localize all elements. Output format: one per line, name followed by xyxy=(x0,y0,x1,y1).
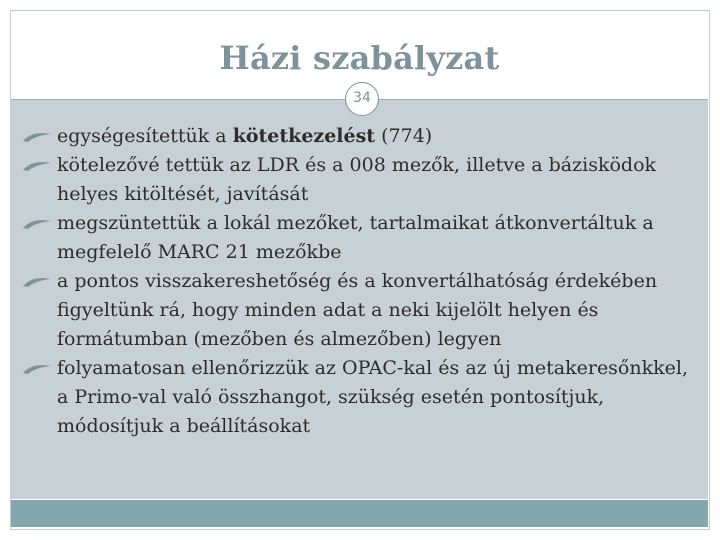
leaf-bullet-icon xyxy=(22,160,52,172)
bullet-item xyxy=(22,209,692,267)
bullet-item xyxy=(22,122,692,151)
bullet-text: kötelezővé tettük az LDR és a 008 mezők, illetve a bázisködok helyes kitöltését, javítását xyxy=(57,154,657,205)
slide-title: Házi szabályzat xyxy=(219,39,500,77)
leaf-bullet-icon xyxy=(22,363,52,375)
leaf-bullet-icon xyxy=(22,276,52,288)
bullet-item xyxy=(22,354,692,441)
bullet-list xyxy=(22,122,692,441)
bullet-text: megszüntettük a lokál mezőket, tartalmaikat átkonvertáltuk a megfelelő MARC 21 mezőkbe xyxy=(57,212,654,263)
bullet-text: egységesítettük a kötetkezelést (774) xyxy=(57,125,433,147)
bullet-text: a pontos visszakereshetőség és a konvertálhatóság érdekében figyeltünk rá, hogy minden adat a neki kijelölt helyen és formátumban (mezőben és almezőben) legyen xyxy=(57,270,658,350)
bullet-text: folyamatosan ellenőrizzük az OPAC-kal és az új metakeresőnkkel, a Primo-val való összhangot, szükség esetén pontosítjuk, módosítjuk a beállításokat xyxy=(57,357,688,437)
leaf-bullet-icon xyxy=(22,218,52,230)
bullet-item xyxy=(22,151,692,209)
bullet-item xyxy=(22,267,692,354)
page-number-badge: 34 xyxy=(345,82,379,116)
leaf-bullet-icon xyxy=(22,131,52,143)
footer-bar xyxy=(11,500,708,527)
